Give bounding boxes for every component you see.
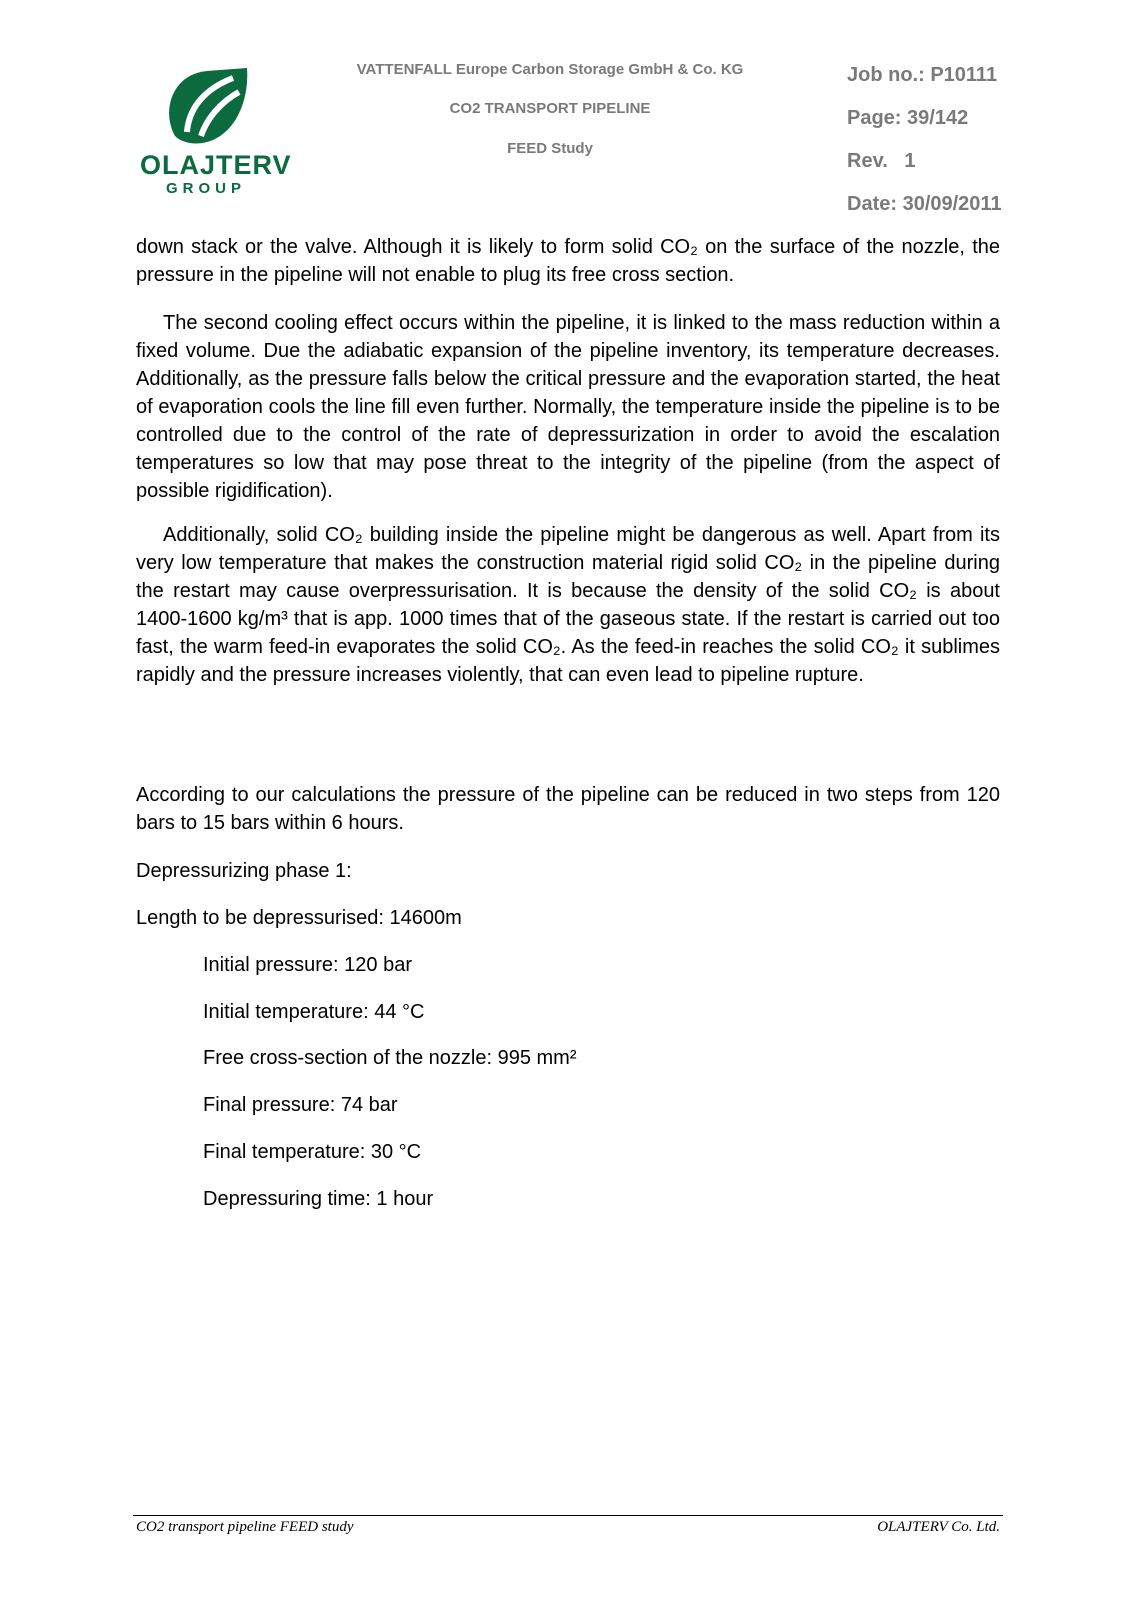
document-date: Date: 30/09/2011 [847, 193, 1002, 215]
page-number: Page: 39/142 [847, 107, 969, 129]
paragraph-1 [136, 233, 1000, 289]
leaf-logo-icon [167, 66, 249, 144]
job-number: Job no.: P10111 [847, 64, 998, 86]
paragraph-3 [136, 521, 1000, 689]
logo-wordmark: OLAJTERV [140, 150, 292, 180]
revision: Rev. 1 [847, 150, 916, 172]
list-item: Initial pressure: 120 bar [203, 954, 413, 976]
phase-length: Length to be depressurised: 14600m [136, 907, 462, 929]
paragraph-2-text: The second cooling effect occurs within the pipeline, it is linked to the mass reduction within a fixed volume. Due the adiabatic expansion of the pipeline inventory, its temperature decreases. Additionally, as the pressure falls below the critical pressure and the evaporation started, the heat of evaporation cools the line fill even further. Normally, the temperature inside the pipeline is to be controlled due to the control of the rate of depressurization in order to avoid the escalation temperatures so low that may pose threat to the integrity of the pipeline (from the aspect of possible rigidification). [136, 312, 1000, 502]
list-item: Final temperature: 30 °C [203, 1141, 422, 1163]
paragraph-3-text: Additionally, solid CO₂ building inside the pipeline might be dangerous as well. Apart from its very low temperature that makes the construction material rigid solid CO₂ in the pipeline during the restart may cause overpressurisation. It is because the density of the solid CO₂ is about 1400-1600 kg/m³ that is app. 1000 times that of the gaseous state. If the restart is carried out too fast, the warm feed-in evaporates the solid CO₂. As the feed-in reaches the solid CO₂ it sublimes rapidly and the pressure increases violently, that can even lead to pipeline rupture. [136, 524, 1000, 686]
logo-subtitle: GROUP [165, 180, 246, 197]
paragraph-4 [136, 781, 1000, 837]
list-item: Depressuring time: 1 hour [203, 1188, 434, 1210]
paragraph-4-text: According to our calculations the pressure of the pipeline can be reduced in two steps from 120 bars to 15 bars within 6 hours. [136, 784, 1000, 834]
paragraph-1-text: down stack or the valve. Although it is likely to form solid CO₂ on the surface of the nozzle, the pressure in the pipeline will not enable to plug its free cross section. [136, 236, 1000, 286]
footer-document-title: CO2 transport pipeline FEED study [136, 1519, 354, 1535]
list-item: Initial temperature: 44 °C [203, 1001, 425, 1023]
study-title: FEED Study [507, 140, 593, 157]
company-name: VATTENFALL Europe Carbon Storage GmbH & Co. KG [356, 61, 744, 78]
paragraph-2 [136, 309, 1000, 505]
list-item: Free cross-section of the nozzle: 995 mm² [203, 1047, 577, 1069]
phase-title: Depressurizing phase 1: [136, 860, 352, 882]
list-item: Final pressure: 74 bar [203, 1094, 398, 1116]
project-title: CO2 TRANSPORT PIPELINE [449, 100, 651, 117]
footer-company: OLAJTERV Co. Ltd. [877, 1519, 1000, 1535]
footer-divider [133, 1515, 1003, 1516]
company-logo [140, 62, 292, 197]
